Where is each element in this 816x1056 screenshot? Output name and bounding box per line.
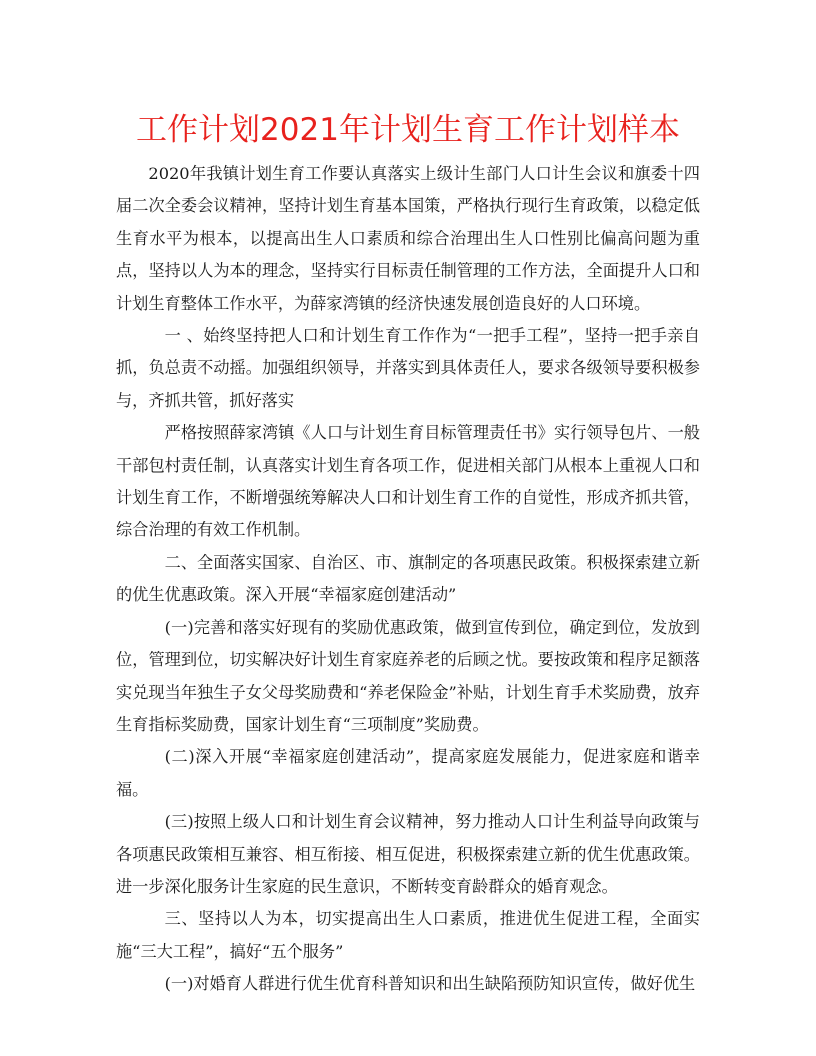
paragraph-section-2-item-2: (二)深入开展“幸福家庭创建活动”，提高家庭发展能力，促进家庭和谐幸福。: [116, 747, 700, 799]
paragraph-section-2-item-3: (三)按照上级人口和计划生育会议精神，努力推动人口计生利益导向政策与各项惠民政策相互兼容、相互衔接、相互促进，积极探索建立新的优生优惠政策。进一步深化服务计生家庭的民生意识，不断转变育龄群众的婚育观念。: [116, 812, 700, 896]
document-body: [116, 158, 700, 1001]
paragraph-section-2-item-1: (一)完善和落实好现有的奖励优惠政策，做到宣传到位，确定到位，发放到位，管理到位，切实解决好计划生育家庭养老的后顾之忧。要按政策和程序足额落实兑现当年独生子女父母奖励费和“养老保险金”补贴，计划生育手术奖励费，放弃生育指标奖励费，国家计划生育“三项制度”奖励费。: [116, 617, 700, 734]
document-title: 工作计划2021年计划生育工作计划样本: [136, 112, 680, 148]
paragraph-section-3-item-1: (一)对婚育人群进行优生优育科普知识和出生缺陷预防知识宣传，做好优生: [164, 974, 696, 994]
paragraph-section-1-detail: 严格按照薛家湾镇《人口与计划生育目标管理责任书》实行领导包片、一般干部包村责任制，认真落实计划生育各项工作，促进相关部门从根本上重视人口和计划生育工作，不断增强统筹解决人口和计划生育工作的自觉性，形成齐抓共管，综合治理的有效工作机制。: [116, 423, 700, 540]
paragraph-section-3: 三、坚持以人为本，切实提高出生人口素质，推进优生促进工程，全面实施“三大工程”，搞好“五个服务”: [116, 909, 700, 961]
paragraph-section-2: 二、全面落实国家、自治区、市、旗制定的各项惠民政策。积极探索建立新的优生优惠政策。深入开展“幸福家庭创建活动”: [116, 552, 700, 605]
paragraph-intro: 2020年我镇计划生育工作要认真落实上级计生部门人口计生会议和旗委十四届二次全委会议精神，坚持计划生育基本国策，严格执行现行生育政策，以稳定低生育水平为根本，以提高出生人口素质和综合治理出生人口性别比偏高问题为重点，坚持以人为本的理念，坚持实行目标责任制管理的工作方法，全面提升人口和计划生育整体工作水平，为薛家湾镇的经济快速发展创造良好的人口环境。: [116, 164, 700, 313]
paragraph-section-1: 一 、始终坚持把人口和计划生育工作作为“一把手工程”，坚持一把手亲自抓，负总责不动摇。加强组织领导，并落实到具体责任人，要求各级领导要积极参与，齐抓共管，抓好落实: [116, 326, 700, 410]
